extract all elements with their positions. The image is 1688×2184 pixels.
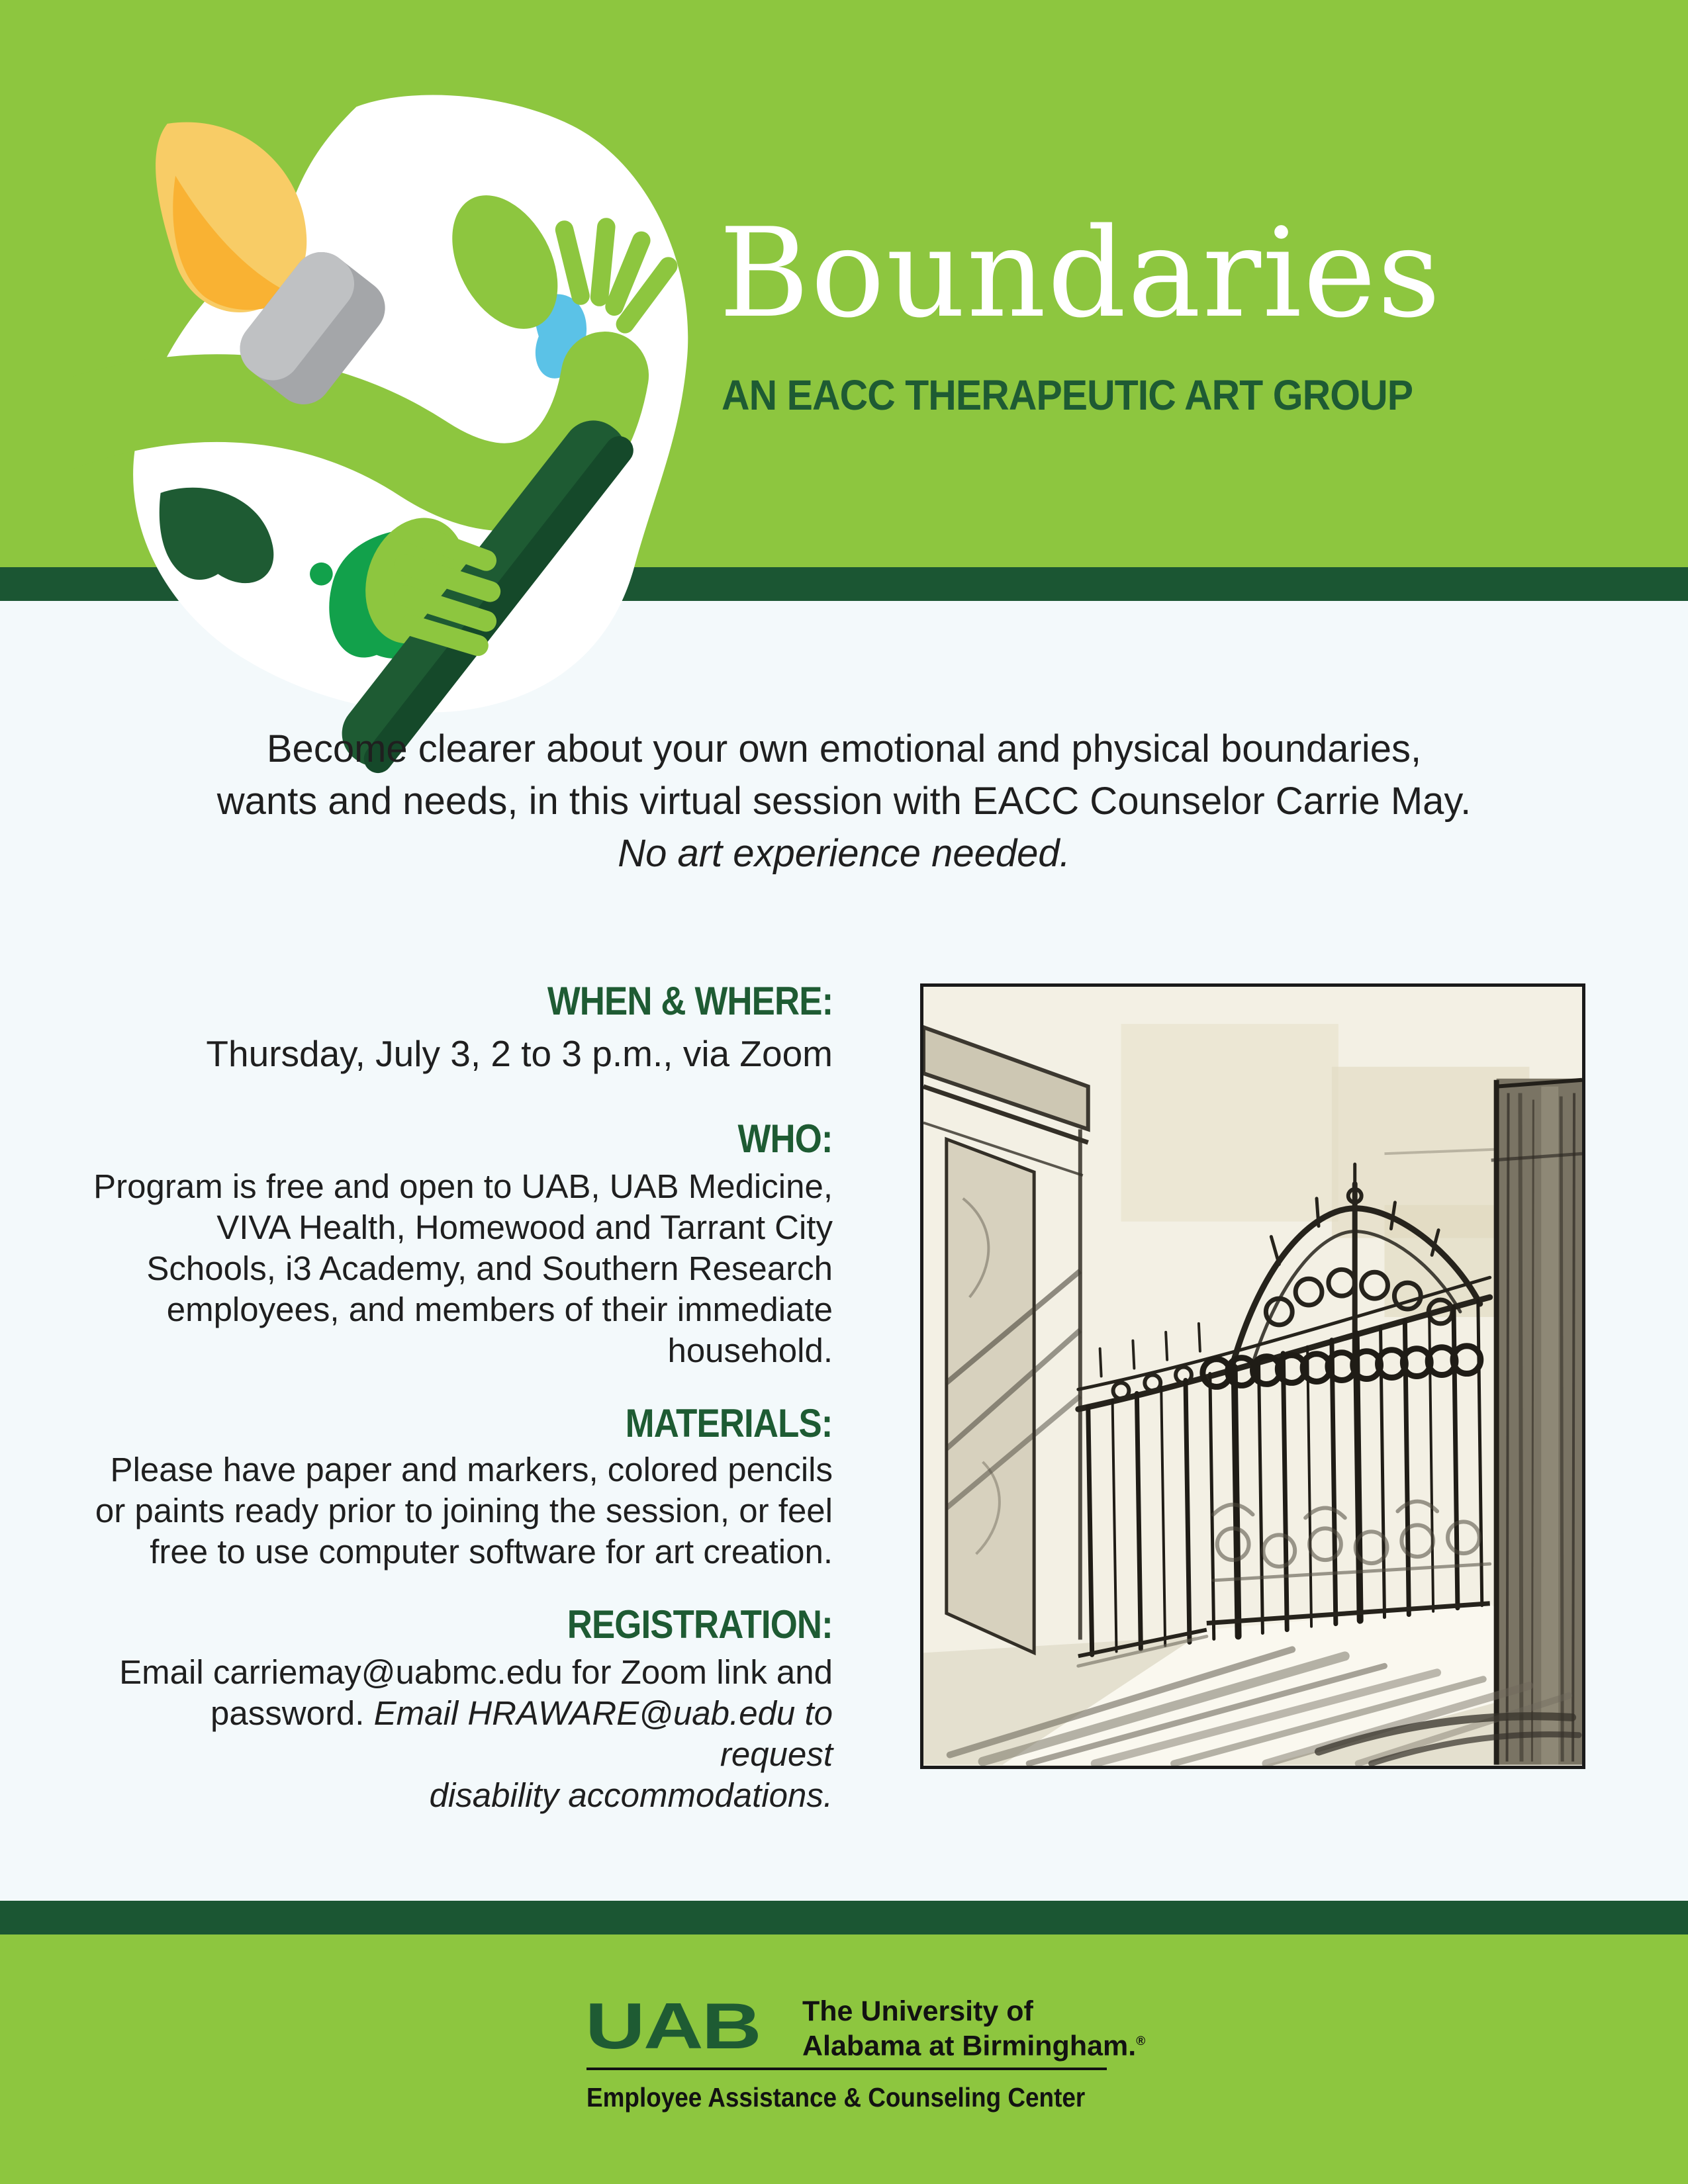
who-heading: WHO: bbox=[737, 1116, 833, 1161]
art-palette-illustration bbox=[73, 60, 748, 801]
registered-mark: ® bbox=[1136, 2034, 1146, 2048]
eacc-center-name: Employee Assistance & Counseling Center bbox=[586, 2082, 1086, 2113]
intro-paragraph bbox=[116, 723, 1572, 880]
details-column bbox=[93, 979, 833, 1816]
intro-line: Become clearer about your own emotional and physical boundaries, bbox=[266, 727, 1422, 770]
who-body: Program is free and open to UAB, UAB Medicine, VIVA Health, Homewood and Tarrant City Schools, i3 Academy, and Southern Research employees, and members of their immediate household. bbox=[93, 1167, 833, 1369]
registration-body: Email carriemay@uabmc.edu for Zoom link and password. Email HRAWARE@uab.edu to request disability accommodations. bbox=[119, 1653, 833, 1814]
university-name: The University of Alabama at Birmingham.® bbox=[802, 1995, 1146, 2062]
gate-sketch-illustration bbox=[920, 983, 1585, 1769]
iron-gate-drawing bbox=[923, 987, 1582, 1766]
intro-line: wants and needs, in this virtual session with EACC Counselor Carrie May. bbox=[216, 780, 1472, 823]
right-pillar bbox=[1491, 1079, 1582, 1765]
intro-line-italic: No art experience needed. bbox=[618, 832, 1070, 875]
uab-logo: UAB bbox=[585, 1989, 761, 2062]
materials-body: Please have paper and markers, colored pencils or paints ready prior to joining the session, or feel free to use computer software for art creation. bbox=[95, 1451, 833, 1570]
when-where-body: Thursday, July 3, 2 to 3 p.m., via Zoom bbox=[206, 1033, 833, 1074]
page-subtitle: AN EACC THERAPEUTIC ART GROUP bbox=[722, 371, 1413, 419]
palette-brush-icon bbox=[73, 60, 748, 802]
registration-heading: REGISTRATION: bbox=[567, 1602, 833, 1647]
materials-heading: MATERIALS: bbox=[626, 1401, 833, 1445]
footer-divider-stripe bbox=[0, 1901, 1688, 1934]
page-title: Boundaries bbox=[719, 201, 1442, 345]
when-where-heading: WHEN & WHERE: bbox=[547, 979, 833, 1023]
footer-divider-line bbox=[586, 2068, 1107, 2070]
